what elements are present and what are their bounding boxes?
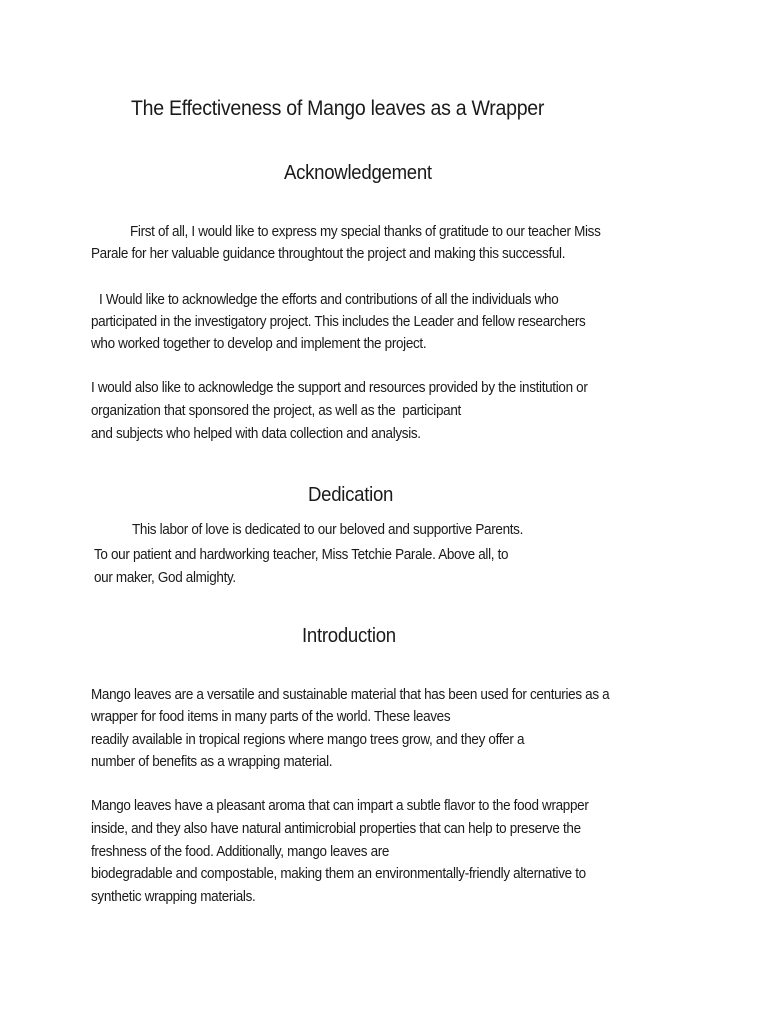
text-line: To our patient and hardworking teacher, Miss Tetchie Parale. Above all, to — [94, 547, 509, 563]
text-line: wrapper for food items in many parts of the world. These leaves — [91, 709, 451, 725]
text-line: Mango leaves have a pleasant aroma that can impart a subtle flavor to the food wrapper — [91, 798, 589, 814]
text-line: who worked together to develop and implement the project. — [91, 336, 427, 352]
text-line: readily available in tropical regions where mango trees grow, and they offer a — [91, 732, 525, 748]
acknowledgement-heading: Acknowledgement — [284, 162, 432, 184]
introduction-heading: Introduction — [302, 625, 396, 647]
text-line: I would also like to acknowledge the support and resources provided by the institution or — [91, 380, 588, 396]
text-line: organization that sponsored the project, as well as the participant — [91, 403, 461, 419]
text-line: First of all, I would like to express my special thanks of gratitude to our teacher Miss — [130, 224, 601, 240]
text-line: biodegradable and compostable, making them an environmentally-friendly alternative to — [91, 866, 586, 882]
text-line: Mango leaves are a versatile and sustainable material that has been used for centuries as a — [91, 687, 610, 703]
dedication-heading: Dedication — [308, 484, 394, 506]
text-line: This labor of love is dedicated to our beloved and supportive Parents. — [132, 522, 524, 538]
text-line: inside, and they also have natural antimicrobial properties that can help to preserve the — [91, 821, 581, 837]
text-line: Parale for her valuable guidance throughtout the project and making this successful. — [91, 246, 566, 262]
text-line: freshness of the food. Additionally, mango leaves are — [91, 844, 390, 860]
text-line: our maker, God almighty. — [94, 570, 236, 586]
text-line: I Would like to acknowledge the efforts and contributions of all the individuals who — [99, 292, 559, 308]
text-line: number of benefits as a wrapping material. — [91, 754, 333, 770]
text-line: and subjects who helped with data collection and analysis. — [91, 426, 421, 442]
document-title: The Effectiveness of Mango leaves as a Wrapper — [131, 97, 545, 120]
text-line: synthetic wrapping materials. — [91, 889, 256, 905]
text-line: participated in the investigatory project. This includes the Leader and fellow researchers — [91, 314, 586, 330]
